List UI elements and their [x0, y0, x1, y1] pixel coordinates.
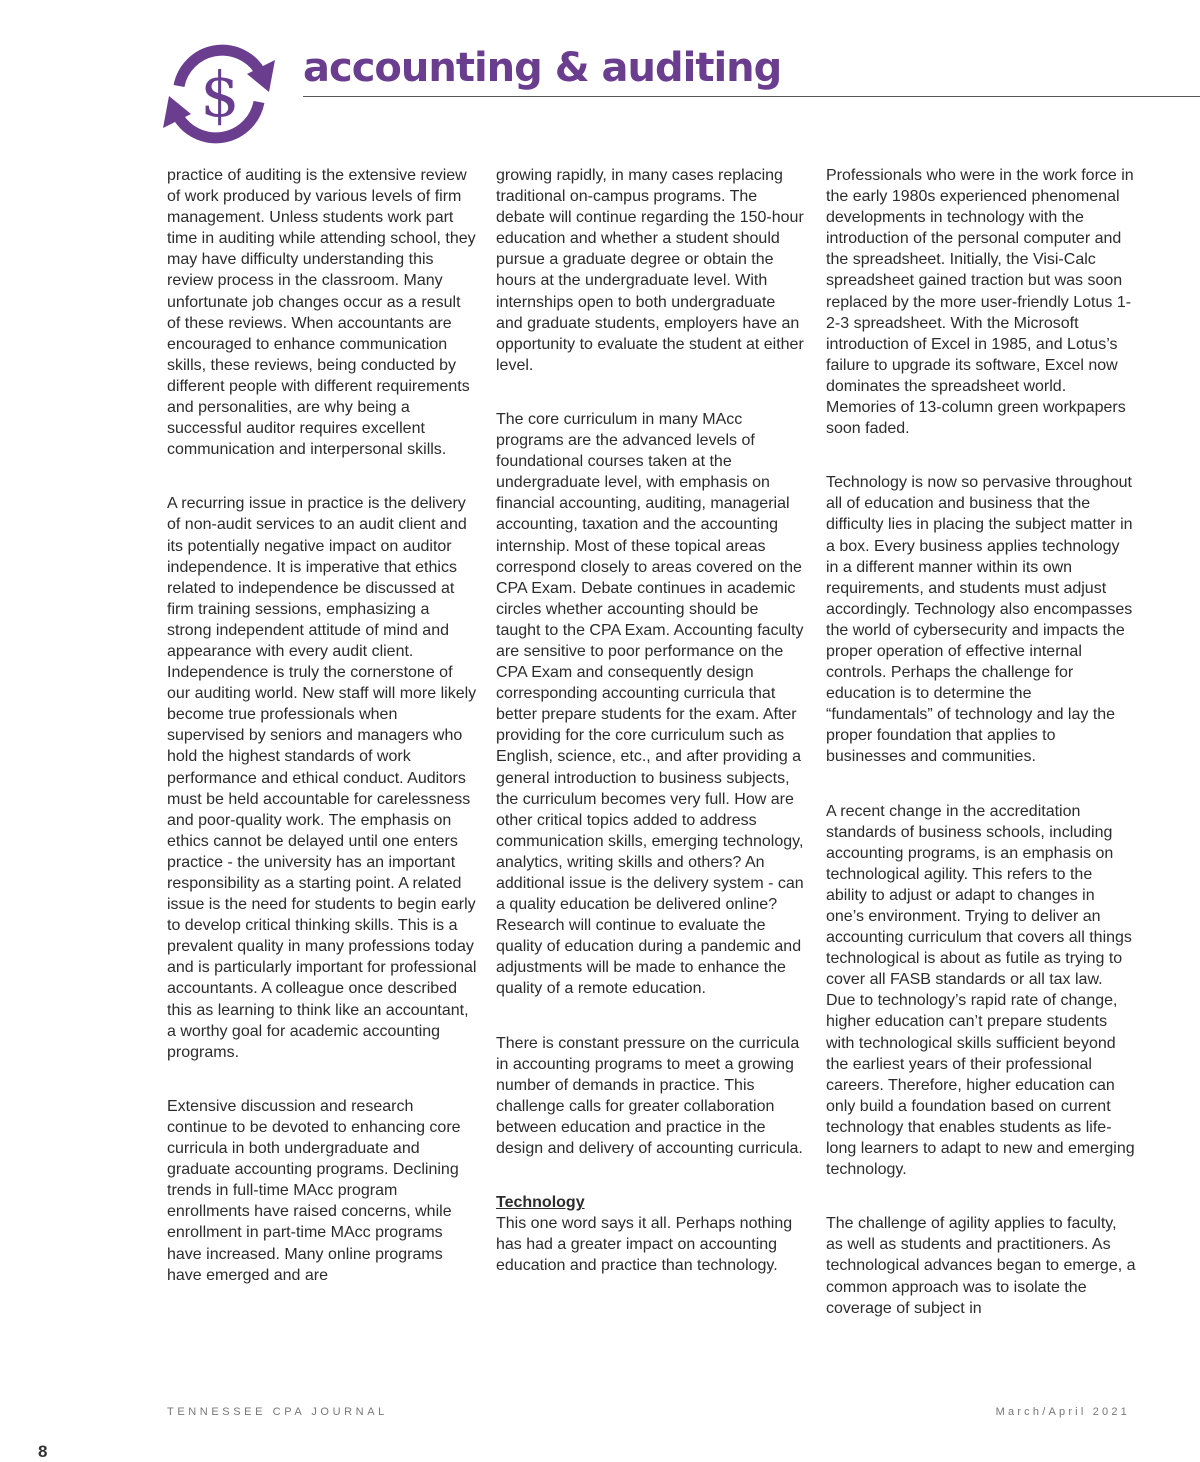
paragraph: A recent change in the accreditation standards of business schools, including accounting programs, is an emphasis on technological agility. This refers to the ability to adjust or adapt to changes in one’s environment. Trying to deliver an accounting curriculum that covers all things technological is about as futile as trying to cover all FASB standards or all tax law. Due to technology’s rapid rate of change, higher education can’t prepare students with technological skills sufficient beyond the earliest years of their professional careers. Therefore, higher education can only build a foundation based on current technology that enables students as life-long learners to adapt to new and emerging technology. — [826, 802, 1135, 1179]
technology-subheading: Technology — [496, 1194, 585, 1212]
publication-name: TENNESSEE CPA JOURNAL — [167, 1406, 388, 1418]
article-column-2 — [496, 165, 806, 1310]
paragraph: There is constant pressure on the curricula in accounting programs to meet a growing number of demands in practice. This challenge calls for greater collaboration between education and practice in the design and delivery of accounting curricula. — [496, 1034, 803, 1158]
article-column-3 — [826, 165, 1136, 1352]
paragraph: growing rapidly, in many cases replacing traditional on-campus programs. The debate will continue regarding the 150-hour education and whether a student should pursue a graduate degree or obtain the hours at the undergraduate level. With internships open to both undergraduate and graduate students, employers have an opportunity to evaluate the student at either level. — [496, 167, 804, 374]
title-divider — [303, 96, 1200, 97]
paragraph: Technology is now so pervasive throughout all of education and business that the difficulty lies in placing the subject matter in a box. Every business applies technology in a different manner within its own requirements, and students must adjust accordingly. Technology also encompasses the world of cybersecurity and impacts the proper operation of effective internal controls. Perhaps the challenge for education is to determine the “fundamentals” of technology and lay the proper foundation that applies to businesses and communities. — [826, 474, 1133, 766]
article-column-1 — [167, 165, 477, 1319]
paragraph: Professionals who were in the work force in the early 1980s experienced phenomenal developments in technology with the introduction of the personal computer and the spreadsheet. Initially, the Visi-Calc spreadsheet gained traction but was soon replaced by the more user-friendly Lotus 1-2-3 spreadsheet. With the Microsoft introduction of Excel in 1985, and Lotus’s failure to upgrade its software, Excel now dominates the spreadsheet world. Memories of 13-column green workpapers soon faded. — [826, 167, 1134, 438]
paragraph: A recurring issue in practice is the delivery of non-audit services to an audit client and its potentially negative impact on auditor independence. It is imperative that ethics related to independence be discussed at firm training sessions, emphasizing a strong independent attitude of mind and appearance with every audit client. Independence is truly the cornerstone of our auditing world. New staff will more likely become true professionals when supervised by seniors and managers who hold the highest standards of work performance and ethical conduct. Auditors must be held accountable for carelessness and poor-quality work. The emphasis on ethics cannot be delayed until one enters practice - the university has an important responsibility as a starting point. A related issue is the need for students to begin early to develop critical thinking skills. This is a prevalent quality in many professions today and is particularly important for professional accountants. A colleague once described this as learning to think like an accountant, a worthy goal for academic accounting programs. — [167, 495, 477, 1061]
issue-date: March/April 2021 — [995, 1406, 1130, 1418]
paragraph: This one word says it all. Perhaps nothing has had a greater impact on accounting education and practice than technology. — [496, 1215, 793, 1275]
svg-text:$: $ — [200, 58, 240, 131]
dollar-cycle-icon — [163, 40, 275, 148]
paragraph: practice of auditing is the extensive review of work produced by various levels of firm management. Unless students work part time in auditing while attending school, they may have difficulty understanding this review process in the classroom. Many unfortunate job changes occur as a result of these reviews. When accountants are encouraged to enhance communication skills, these reviews, being conducted by different people with different requirements and personalities, are why being a successful auditor requires excellent communication and interpersonal skills. — [167, 167, 476, 459]
paragraph: Extensive discussion and research continue to be devoted to enhancing core curricula in both undergraduate and graduate accounting programs. Declining trends in full-time MAcc program enrollments have raised concerns, while enrollment in part-time MAcc programs have increased. Many online programs have emerged and are — [167, 1097, 461, 1284]
page-number: 8 — [38, 1442, 48, 1461]
paragraph: The core curriculum in many MAcc programs are the advanced levels of foundational courses taken at the undergraduate level, with emphasis on financial accounting, auditing, managerial accounting, taxation and the accounting internship. Most of these topical areas correspond closely to areas covered on the CPA Exam. Debate continues in academic circles whether accounting should be taught to the CPA Exam. Accounting faculty are sensitive to poor performance on the CPA Exam and consequently design corresponding accounting curricula that better prepare students for the exam. After providing for the core curriculum such as English, science, etc., and after providing a general introduction to business subjects, the curriculum becomes very full. How are other critical topics added to address communication skills, emerging technology, analytics, writing skills and others? An additional issue is the delivery system - can a quality education be delivered online? Research will continue to evaluate the quality of education during a pandemic and adjustments will be made to enhance the quality of a remote education. — [496, 410, 804, 998]
paragraph: The challenge of agility applies to faculty, as well as students and practitioners. As technological advances began to emerge, a common approach was to isolate the coverage of subject in — [826, 1215, 1136, 1317]
section-title: accounting & auditing — [303, 45, 782, 91]
